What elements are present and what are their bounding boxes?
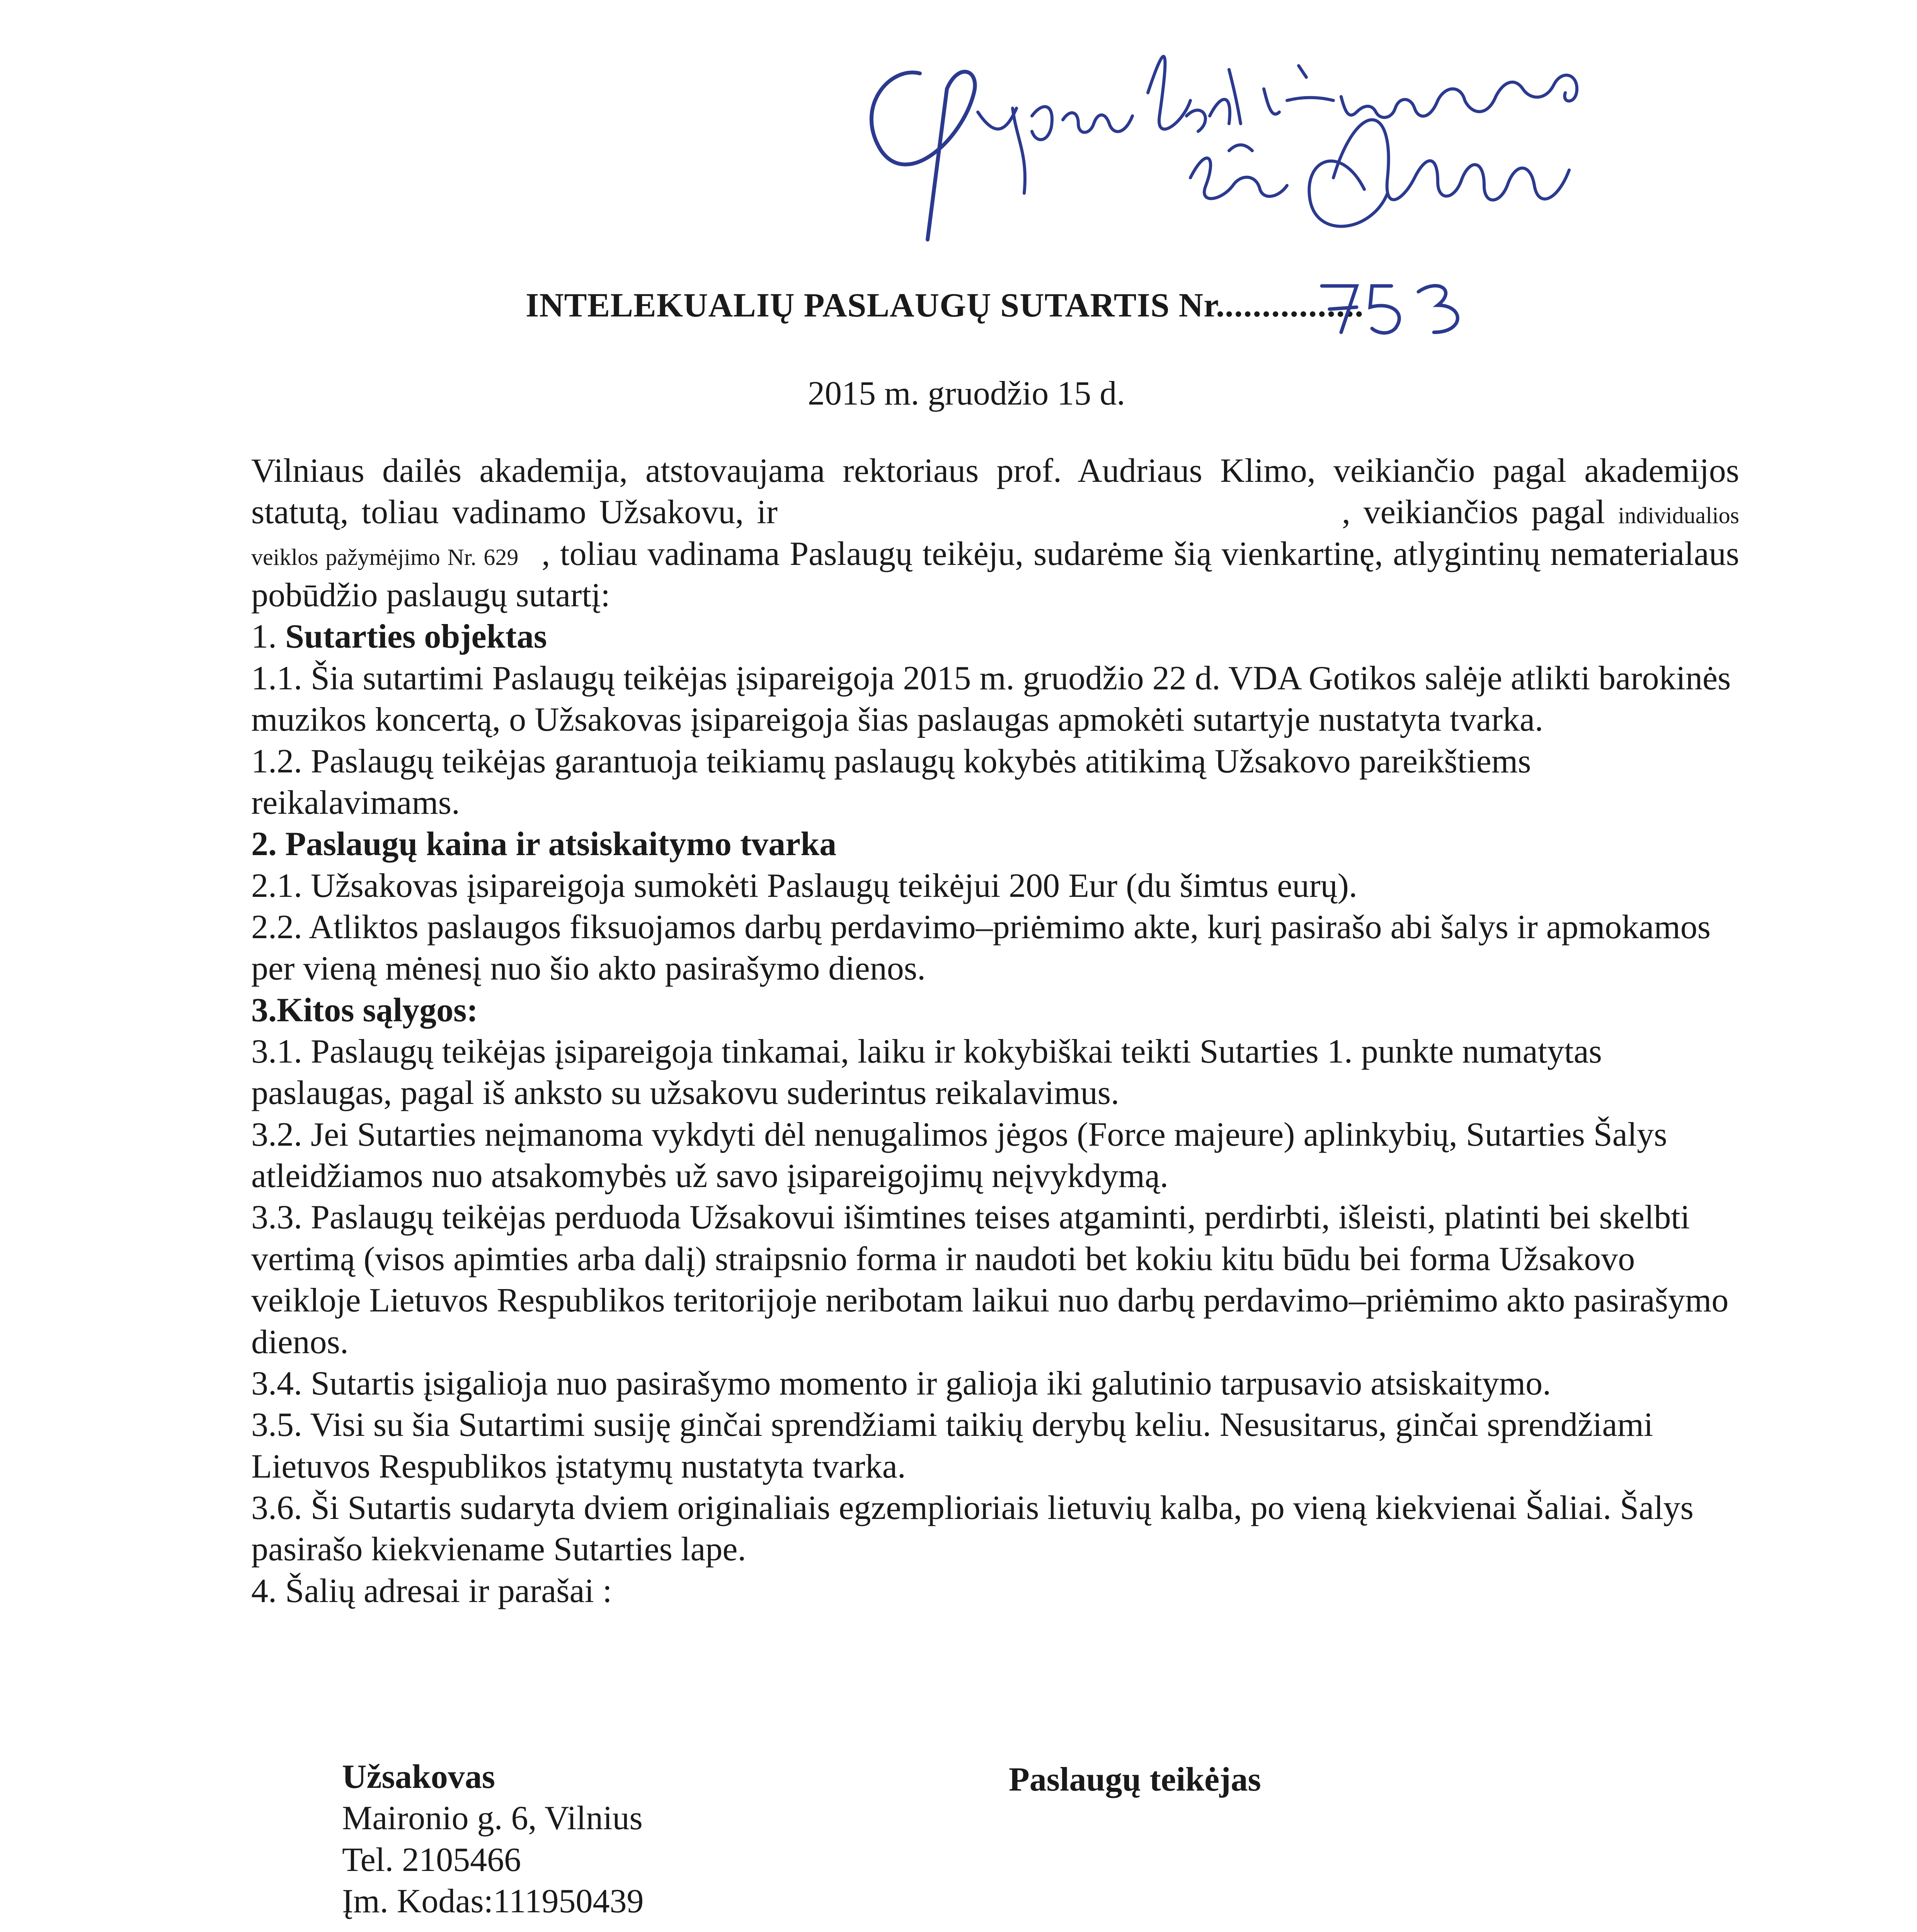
contract-body — [251, 450, 1739, 1612]
contract-title — [526, 286, 1778, 325]
clause-4: 4. Šalių adresai ir parašai : — [251, 1572, 612, 1610]
certificate-number: individualios veiklos pažymėjimo Nr. 629 — [251, 503, 1740, 570]
clause-2-2: 2.2. Atliktos paslaugos fiksuojamos darbų perdavimo–priėmimo akte, kurį pasirašo abi šalys ir apmokamos per vieną mėnesį nuo šio akto pasirašymo dienos. — [251, 908, 1711, 988]
section-3-heading: 3.Kitos sąlygos: — [251, 991, 478, 1029]
number-dots: ............... — [1225, 287, 1364, 324]
customer-phone: Tel. 2105466 — [342, 1841, 521, 1879]
clause-1-2: 1.2. Paslaugų teikėjas garantuoja teikiamų paslaugų kokybės atitikimą Užsakovo pareikštiems reikalavimams. — [251, 742, 1531, 821]
customer-code: Įm. Kodas:111950439 — [342, 1883, 644, 1920]
section-1-title: Sutarties objektas — [285, 618, 547, 656]
contract-date: 2015 m. gruodžio 15 d. — [808, 375, 1125, 412]
clause-1-1: 1.1. Šia sutartimi Paslaugų teikėjas įsipareigoja 2015 m. gruodžio 22 d. VDA Gotikos salėje atlikti barokinės muzikos koncertą, o Užsakovas įsipareigoja šias paslaugas apmokėti sutartyje nustatyta tvarka. — [251, 659, 1731, 739]
customer-block — [342, 1756, 922, 1922]
approval-note-text: Apmokėti iš mosavų — [831, 23, 834, 24]
approval-note-handwriting — [831, 23, 1797, 270]
section-2-heading: 2. Paslaugų kaina ir atsiskaitymo tvarka — [251, 825, 837, 863]
title-text: INTELEKUALIŲ PASLAUGŲ SUTARTIS Nr. — [526, 287, 1225, 324]
clause-3-6: 3.6. Ši Sutartis sudaryta dviem originaliais egzemplioriais lietuvių kalba, po vieną kiekvienai Šaliai. Šalys pasirašo kiekviename Sutarties lape. — [251, 1489, 1694, 1568]
provider-heading: Paslaugų teikėjas — [1009, 1761, 1261, 1798]
contract-number-handwriting — [1314, 270, 1476, 340]
intro-paragraph — [251, 450, 1739, 616]
clause-3-3: 3.3. Paslaugų teikėjas perduoda Užsakovui išimtines teises atgaminti, perdirbti, išleisti, platinti bei skelbti vertimą (visos apimties arba dalį) straipsnio forma ir naudoti bet kokiu kitu būdu bei forma Užsakovo veikloje Lietuvos Respublikos teritorijoje neribotam laikui nuo darbų perdavimo–priėmimo akto pasirašymo dienos. — [251, 1199, 1729, 1361]
clause-3-4: 3.4. Sutartis įsigalioja nuo pasirašymo momento ir galioja iki galutinio tarpusavio atsiskaitymo. — [251, 1364, 1551, 1402]
section-1-heading — [251, 616, 1739, 657]
section-1-number: 1. — [251, 618, 277, 656]
customer-heading: Užsakovas — [342, 1758, 495, 1796]
provider-block — [1009, 1760, 1473, 1799]
clause-2-1: 2.1. Užsakovas įsipareigoja sumokėti Paslaugų teikėjui 200 Eur (du šimtus eurų). — [251, 867, 1357, 905]
intro-part3: , toliau vadinama Paslaugų teikėju, sudarėme šią vienkartinę, atlygintinų nematerialaus pobūdžio paslaugų sutartį: — [251, 535, 1739, 614]
clause-3-5: 3.5. Visi su šia Sutartimi susiję ginčai sprendžiami taikių derybų keliu. Nesusitarus, ginčai sprendžiami Lietuvos Respublikos įstatymų nustatyta tvarka. — [251, 1406, 1653, 1485]
customer-address: Maironio g. 6, Vilnius — [342, 1799, 643, 1837]
clause-3-1: 3.1. Paslaugų teikėjas įsipareigoja tinkamai, laiku ir kokybiškai teikti Sutarties 1. punkte numatytas paslaugas, pagal iš anksto su užsakovu suderintus reikalavimus. — [251, 1033, 1602, 1112]
intro-part2: , veikiančios pagal — [1342, 493, 1605, 531]
clause-3-2: 3.2. Jei Sutarties neįmanoma vykdyti dėl nenugalimos jėgos (Force majeure) aplinkybių, Sutarties Šalys atleidžiamos nuo atsakomybės už savo įsipareigojimų neįvykdymą. — [251, 1116, 1667, 1195]
intro-part1: Vilniaus dailės akademija, atstovaujama rektoriaus prof. Audriaus Klimo, veikiančio pagal akademijos statutą, toliau vadinamo Užsakovu, ir — [251, 452, 1739, 531]
